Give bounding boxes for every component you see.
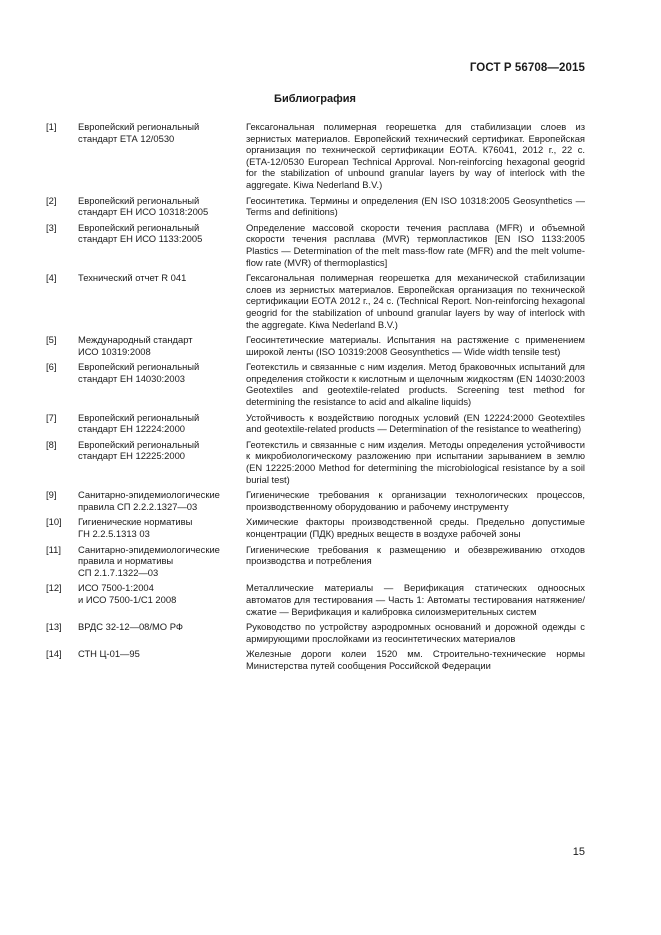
entry-source: Европейский региональный стандарт ЕТА 12/0530 — [78, 121, 200, 144]
entry-number: [14] — [46, 648, 62, 660]
entry-number: [8] — [46, 438, 57, 450]
entry-source: Европейский региональный стандарт ЕН ИСО 1133:2005 — [78, 221, 203, 245]
entry-source: Европейский региональный стандарт ЕН 12225:2000 — [78, 438, 200, 462]
entry-number: [4] — [46, 272, 57, 284]
entry-number: [1] — [46, 121, 57, 132]
entry-description: Геотекстиль и связанные с ним изделия. Методы определения устойчивости к микробиологическому разложению при испытании зарыванием в землю (EN 12225:2000 Method for determining the microbiological resistance by a soil burial test) — [246, 438, 585, 485]
bibliography-entry — [46, 648, 585, 671]
entry-number: [3] — [46, 221, 57, 233]
entry-number: [6] — [46, 361, 57, 373]
bibliography-entry — [46, 412, 585, 435]
entry-number: [9] — [46, 489, 57, 501]
entry-description: Гигиенические требования к организации технологических процессов, производственному оборудованию и рабочему инструменту — [246, 489, 585, 512]
entry-source: Международный стандарт ИСО 10319:2008 — [78, 334, 193, 357]
bibliography-entry — [46, 582, 585, 617]
bibliography-entry — [46, 361, 585, 407]
entry-source: ВРДС 32-12—08/МО РФ — [78, 621, 183, 633]
entry-source: ИСО 7500-1:2004 и ИСО 7500-1/С1 2008 — [78, 582, 177, 605]
bibliography-entry — [46, 544, 585, 579]
entry-source: СТН Ц-01—95 — [78, 648, 140, 660]
entry-description: Гигиенические требования к размещению и обезвреживанию отходов производства и потребления — [246, 543, 585, 567]
entry-source: Европейский региональный стандарт ЕН 12224:2000 — [78, 411, 200, 435]
entry-number: [12] — [46, 582, 62, 594]
entry-description: Геотекстиль и связанные с ним изделия. Метод браковочных испытаний для определения стойкости к кислотным и щелочным жидкостям (EN 14030:2003 Geotextiles and geotextile-related products. Screening test method for determining the resistance to acid and alkaline liquids) — [246, 361, 585, 408]
entry-source: Санитарно-эпидемиологические правила СП 2.2.2.1327—03 — [78, 489, 220, 512]
entry-description: Геосинтетика. Термины и определения (EN ISO 10318:2005 Geosynthetics — Terms and definitions) — [246, 194, 585, 218]
entry-description: Металлические материалы — Верификация статических одноосных автоматов для тестирования — Часть 1: Автоматы тестирования натяжение/сжатие — Верификация и калибровка силоизмерительных систем — [246, 582, 585, 617]
bibliography-entry — [46, 439, 585, 485]
entry-source: Гигиенические нормативы ГН 2.2.5.1313 03 — [78, 516, 193, 539]
entry-source: Европейский региональный стандарт ЕН ИСО 10318:2005 — [78, 194, 209, 218]
entry-description: Геосинтетические материалы. Испытания на растяжение с применением широкой ленты (ISO 10319:2008 Geosynthetics — Wide width tensile test) — [246, 334, 585, 357]
entry-description: Гексагональная полимерная георешетка для механической стабилизации слоев из зернистых материалов. Европейская организация по технической сертификации ЕОТА 2012 г., 24 с. (Technical Report. Non-reinforcing hexagonal geogrid for the stabilization of unbound granular layers by way of interlock with the aggregate. Kiwa Nederland B.V.) — [246, 272, 585, 330]
bibliography-entry — [46, 516, 585, 539]
bibliography-entry — [46, 621, 585, 644]
bibliography-entry — [46, 121, 585, 191]
bibliography-list — [46, 121, 585, 676]
page-title: Библиография — [274, 93, 356, 105]
bibliography-entry — [46, 272, 585, 330]
entry-number: [7] — [46, 411, 57, 423]
document-id: ГОСТ Р 56708—2015 — [469, 62, 585, 74]
bibliography-entry — [46, 195, 585, 218]
entry-number: [2] — [46, 194, 57, 206]
entry-number: [5] — [46, 334, 57, 346]
entry-description: Устойчивость к воздействию погодных условий (EN 12224:2000 Geotextiles and geotextile-related products — Determination of the resistance to weathering) — [246, 411, 585, 435]
entry-number: [11] — [46, 543, 61, 555]
entry-description: Руководство по устройству аэродромных оснований и дорожной одежды с армирующими прослойками из геосинтетических материалов — [246, 621, 585, 644]
entry-number: [10] — [46, 516, 62, 528]
entry-description: Химические факторы производственной среды. Предельно допустимые концентрации (ПДК) вредных веществ в воздухе рабочей зоны — [246, 516, 585, 539]
bibliography-entry — [46, 489, 585, 512]
bibliography-entry — [46, 222, 585, 268]
entry-description: Железные дороги колеи 1520 мм. Строительно-технические нормы Министерства путей сообщения Российской Федерации — [246, 648, 585, 671]
entry-description: Гексагональная полимерная георешетка для стабилизации слоев из зернистых материалов. Европейский технический сертификат. Европейская организация по технической сертификации ЕОТА. К76041, 2012 г., 22 с. (ЕТА-12/0530 European Technical Approval. Non-reinforcing hexagonal geogrid for the stabilization of unbound granular layers by way of interlock with the aggregate. Kiwa Nederland B.V.) — [246, 121, 585, 190]
entry-source: Технический отчет R 041 — [78, 272, 187, 284]
page-number: 15 — [572, 846, 585, 858]
entry-number: [13] — [46, 621, 62, 633]
bibliography-entry — [46, 334, 585, 357]
entry-source: Европейский региональный стандарт ЕН 14030:2003 — [78, 361, 200, 384]
entry-source: Санитарно-эпидемиологические правила и нормативы СП 2.1.7.1322—03 — [78, 543, 220, 578]
entry-description: Определение массовой скорости течения расплава (MFR) и объемной скорости течения расплава (MVR) термопластиков [EN ISO 1133:2005 Plastics — Determination of the melt mass-flow rate (MFR) and the melt volume-flow rate (MVR) of thermoplastics] — [246, 221, 585, 268]
